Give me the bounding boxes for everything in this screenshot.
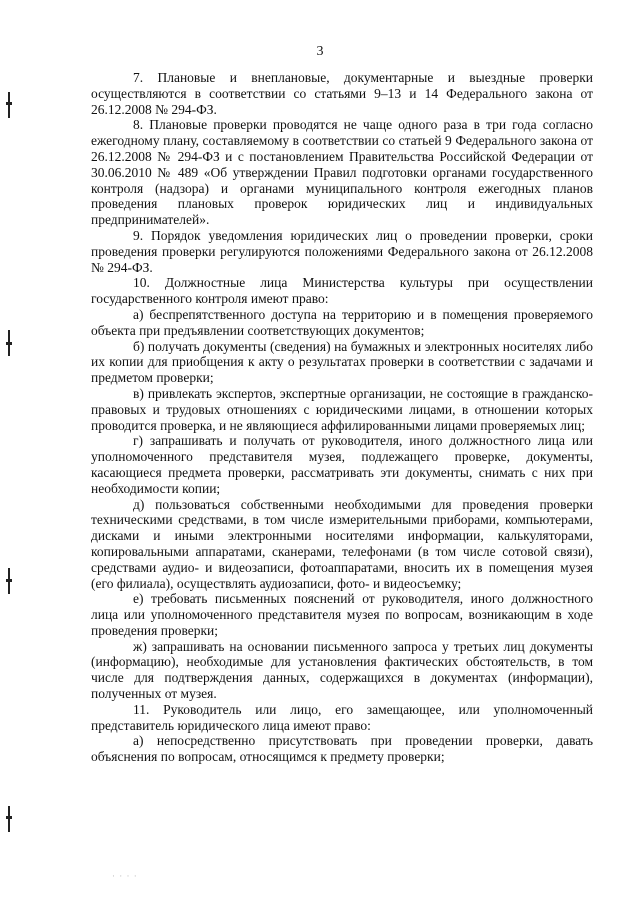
paragraph-9: 9. Порядок уведомления юридических лиц о проведении проверки, сроки проведения проверки регулируются положениями Федерального закона от 26.12.2008 № 294-ФЗ. [91, 227, 593, 275]
paragraph-10-g: г) запрашивать и получать от руководителя, иного должностного лица или уполномоченного представителя музея, подлежащего проверке, документы, касающиеся предмета проверки, рассматривать эти документы, снимать с них при необходимости копии; [91, 433, 593, 496]
paragraph-10-a: а) беспрепятственного доступа на территорию и в помещения проверяемого объекта при предъявлении соответствующих документов; [91, 306, 593, 338]
paragraph-10-d: д) пользоваться собственными необходимыми для проведения проверки техническими средствами, в том числе измерительными приборами, компьютерами, дисками и иными электронными носителями информации, калькуляторами, копировальными аппаратами, сканерами, телефонами (в том числе сотовой связи), средствами аудио- и видеозаписи, фотоаппаратами, вносить их в помещения музея (его филиала), осуществлять аудиозаписи, фото- и видеосъемку; [91, 496, 593, 591]
margin-binding-mark [6, 92, 12, 118]
paragraph-11: 11. Руководитель или лицо, его замещающее, или уполномоченный представитель юридического лица имеют право: [91, 701, 593, 733]
footer-scan-mark: · · · · [112, 871, 138, 881]
paragraph-10-b: б) получать документы (сведения) на бумажных и электронных носителях либо их копии для приобщения к акту о результатах проверки в соответствии с задачами и предметом проверки; [91, 338, 593, 386]
paragraph-10-e: е) требовать письменных пояснений от руководителя, иного должностного лица или уполномоченного представителя музея по вопросам, возникающим в ходе проведения проверки; [91, 591, 593, 638]
margin-binding-mark [6, 568, 12, 594]
paragraph-7: 7. Плановые и внеплановые, документарные и выездные проверки осуществляются в соответствии со статьями 9–13 и 14 Федерального закона от 26.12.2008 № 294-ФЗ. [91, 70, 593, 117]
paragraph-8: 8. Плановые проверки проводятся не чаще одного раза в три года согласно ежегодному плану, составляемому в соответствии со статьей 9 Федерального закона от 26.12.2008 № 294-ФЗ и с постановлением Правительства Российской Федерации от 30.06.2010 № 489 «Об утверждении Правил подготовки органами государственного контроля (надзора) и органами муниципального контроля ежегодных планов проведения плановых проверок юридических лиц и индивидуальных предпринимателей». [91, 117, 593, 228]
page-number: 3 [316, 44, 324, 59]
paragraph-11-a: а) непосредственно присутствовать при проведении проверки, давать объяснения по вопросам, относящимся к предмету проверки; [91, 733, 593, 765]
paragraph-10: 10. Должностные лица Министерства культуры при осуществлении государственного контроля имеют право: [91, 275, 593, 307]
margin-binding-mark [6, 806, 12, 832]
paragraph-10-v: в) привлекать экспертов, экспертные организации, не состоящие в гражданско-правовых и трудовых отношениях с юридическими лицами, в отношении которых проводится проверка, и не являющиеся аффилированными лицами проверяемых лиц; [91, 385, 593, 433]
paragraph-10-zh: ж) запрашивать на основании письменного запроса у третьих лиц документы (информацию), необходимые для установления фактических обстоятельств, в том числе для подтверждения данных, содержащихся в документах (информации), полученных от музея. [91, 638, 593, 702]
margin-binding-mark [6, 330, 12, 356]
document-body [91, 70, 593, 765]
